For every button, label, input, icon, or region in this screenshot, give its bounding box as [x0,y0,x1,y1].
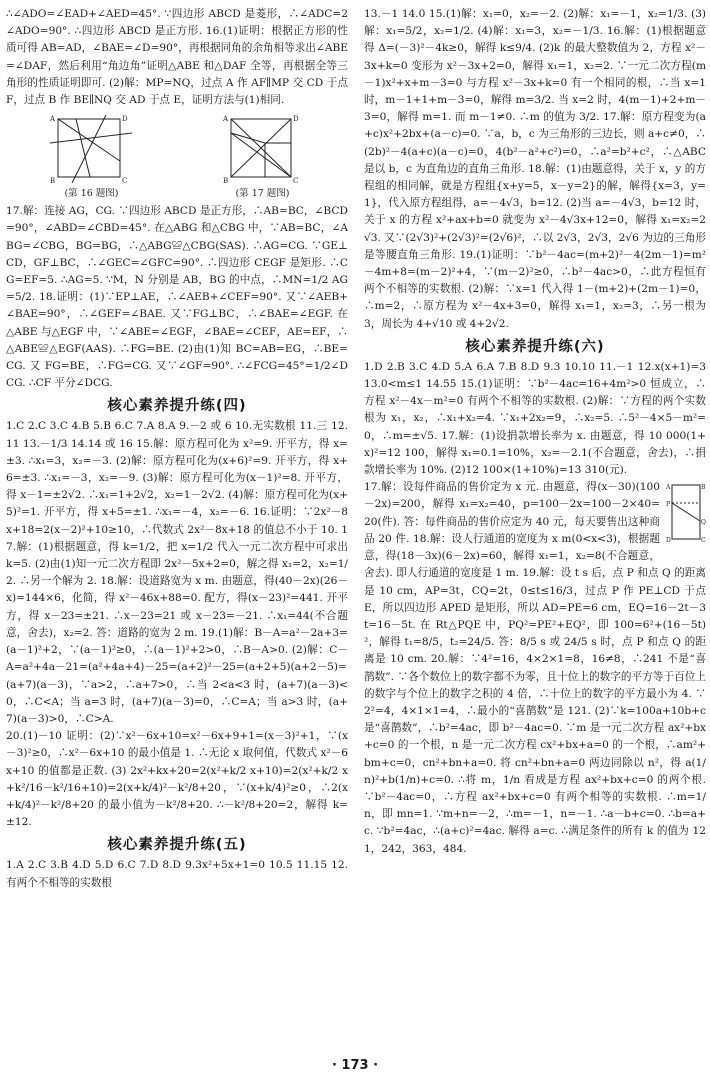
svg-text:C: C [292,177,298,186]
svg-text:P: P [666,501,671,509]
figure-17-diagram [217,113,309,187]
figure-19-diagram [666,481,706,543]
page-number: · 173 · [331,1058,379,1073]
right-column [364,6,706,858]
svg-text:C: C [701,537,706,544]
figure-row [6,113,348,201]
answer-paragraph: 20.(1)－10 证明：(2)∵x²－6x+10=x²－6x+9+1=(x－3)²+1，∵(x－3)²≥0，∴x²－6x+10 的最小值是 1. ∴无论 x 取何值，代数式 x²－6x+10 的值都是正数. (3) 2x²+kx+20=2(x²+k/2 x+10)=2(x²+k/2 x+k²/16－k²/16+10)=2(x+k/4)²－k²/8+20，∵(x+k/4)²≥0，∴2(x+k/4)²－k²/8+20 的最小值为－k²/8+20. ∴－k²/8+20=2，解得 k=±12. [6,730,348,829]
svg-text:C: C [121,177,127,186]
figure-19 [666,481,706,549]
figure-17-caption: (第 17 题图) [235,188,290,200]
answer-paragraph: 1.D 2.B 3.C 4.D 5.A 6.A 7.B 8.D 9.3 10.10 11.－1 12.x(x+1)=3 13.0<m≤1 14.55 15.(1)证明：∵b²－4ac=16+4m²>0 恒成立，∴方程 x²－4x－m²=0 有两个不相等的实数根. (2)解：∵方程的两个实数根为 x₁，x₂，∴x₁+x₂=4. ∵x₁+2x₂=9，∴x₂=5. ∴5²－4×5－m²=0，∴m=±√5. 17.解：(1)设捐款增长率为 x. 由题意，得 10 000(1+x)²=12 100，解得 x₁=0.1=10%，x₂=－2.1(不合题意，舍去)，∴捐款增长率为 10%. (2)12 100×(1+10%)=13 310(元). [364,360,706,477]
svg-text:B: B [49,177,55,186]
svg-text:A: A [222,115,228,124]
svg-text:Q: Q [701,519,706,527]
svg-text:D: D [121,115,128,124]
section-heading-5: 核心素养提升练(五) [107,837,247,854]
left-column [6,6,348,892]
answer-paragraph: 1.C 2.C 3.C 4.B 5.B 6.C 7.A 8.A 9.－2 或 6 10.无实数根 11.三 12.11 13.－1/3 14.14 或 16 15.解：原方程可化为 x²=9. 开平方，得 x=±3. ∴x₁=3，x₂=－3. (2)解：原方程可化为(x+6)²=9. 开平方，得 x+6=±3. ∴x₁=－3，x₂=－9. (3)解：原方程可化为(x－1)²=8. 开平方，得 x－1=±2√2. ∴x₁=1+2√2，x₂=1－2√2. (4)解：原方程可化为(x+5)²=1. 开平方，得 x+5=±1. ∴x₁=－4，x₂=－6. 16.证明：∵2x²－8x+18=2(x－2)²+10≥10，∴代数式 2x²－8x+18 的值总不小于 10. 17.解：(1)根据题意，得 k=1/2，把 x=1/2 代入一元二次方程中可求出 k=5. (2)由(1)知一元二次方程即 2x²－5x+2=0，解之得 x₁=2，x₂=1/2. ∴另一个解为 2. 18.解：设道路宽为 x m. 由题意，得(40－2x)(26－x)=144×6，化简，得 x²－46x+88=0. 配方，得(x－23)²=441. 开平方，得 x－23=±21. ∴x－23=21 或 x－23=－21. ∴x₁=44(不合题意，舍去)，x₂=2. 答：道路的宽为 2 m. 19.(1)解：B－A=a²－2a+3=(a－1)²+2，∵(a－1)²≥0，∴(a－1)²+2>0，∴B－A>0. (2)解：C－A=a²+4a－21=(a²+4a+4)－25=(a+2)²－25=(a+2+5)(a+2－5)=(a+7)(a－3)，∵a>2，∴a+7>0，∴当 2<a<3 时，(a+7)(a－3)<0，∴C<A；当 a=3 时，(a+7)(a－3)=0，∴C=A；当 a>3 时，(a+7)(a－3)>0，∴C>A. [6,420,348,725]
answer-paragraph: 13.－1 14.0 15.(1)解：x₁=0，x₂=－2. (2)解：x₁=－1，x₂=1/3. (3)解：x₁=5/2，x₂=1/2. (4)解：x₁=3，x₂=－1/3. 16.解：(1)根据题意得 Δ=(－3)²－4k≥0，解得 k≤9/4. (2)k 的最大整数值为 2，方程 x²－3x+k=0 变形为 x²－3x+2=0，解得 x₁=1，x₂=2. ∵一元二次方程(m－1)x²+x+m－3=0 与方程 x²－3x+k=0 有一个相同的根，∴当 x=1 时，m－1+1+m－3=0，解得 m=3/2. 当 x=2 时，4(m－1)+2+m－3=0，解得 m=1. 而 m－1≠0. ∴m 的值为 3/2. 17.解：原方程变为(a+c)x²+2bx+(a－c)=0. ∵a，b，c 为三角形的三边长，则 a+c≠0，∴(2b)²－4(a+c)(a－c)=0，4(b²－a²+c²)=0，∴a²=b²+c²，∴△ABC 是以 b，c 为直角边的直角三角形. 18.解：(1)由题意得，关于 x，y 的方程组的相同解，就是方程组{x+y=5，x－y=2}的解，解得{x=3，y=1}，代入原方程组得，a=－4√3，b=12. (2)当 a=－4√3，b=12 时，关于 x 的方程 x²+ax+b=0 就变为 x²－4√3x+12=0，解得 x₁=x₂=2√3. 又∵(2√3)²+(2√3)²=(2√6)²，∴以 2√3，2√3，2√6 为边的三角形是等腰直角三角形. 19.(1)证明：∵b²－4ac=(m+2)²－4(2m－1)=m²－4m+8=(m－2)²+4，∵(m－2)²≥0，∴b²－4ac>0，∴此方程恒有两个不相等的实数根. (2)解：∵x=1 代入得 1－(m+2)+(2m－1)=0，∴m=2，∴原方程为 x²－4x+3=0，解得 x₁=1，x₂=3，∴另一根为 3，周长为 4+√10 或 4+2√2. [364,8,706,330]
answer-paragraph: 1.A 2.C 3.B 4.D 5.D 6.C 7.D 8.D 9.3x²+5x+1=0 10.5 11.15 12.有两个不相等的实数根 [6,859,348,889]
figure-17 [217,113,309,201]
svg-text:A: A [666,484,671,492]
section-heading-4: 核心素养提升练(四) [107,398,247,415]
answer-paragraph: 17.解：连接 AG，CG. ∵四边形 ABCD 是正方形，∴AB=BC，∠BCD=90°，∠ABD=∠CBD=45°. 在△ABG 和△CBG 中，∵AB=BC，∠ABG=∠CBG，BG=BG，∴△ABG≌△CBG(SAS). ∴AG=CG. ∵GE⊥CD，GF⊥BC，∴∠GEC=∠GFC=90°. ∴四边形 CEGF 是矩形. ∴CG=EF=5. ∴AG=5. ∵M，N 分别是 AB，BG 的中点，∴MN=1/2 AG=5/2. 18.证明：(1)∵EP⊥AE，∴∠AEB+∠CEF=90°. 又∵∠AEB+∠BAE=90°，∴∠GEF=∠BAE. 又∵FG⊥BC，∴∠BAE=∠EGF. 在△ABE 与△EGF 中，∵∠ABE=∠EGF，∠BAE=∠CEF，AE=EF，∴△ABE≌△EGF(AAS). ∴FG=BE. (2)由(1)知 BC=AB=EG，∴BE=CG. 又 FG=BE，∴FG=CG. 又∵∠GF=90°. ∴∠FCG=45°=1/2∠DCG. ∴CF 平分∠DCG. [6,205,348,390]
svg-text:D: D [292,115,299,124]
svg-text:D: D [666,537,671,544]
figure-16-caption: (第 16 题图) [64,188,119,200]
figure-16-diagram [46,113,138,187]
section-heading-6: 核心素养提升练(六) [465,338,605,355]
answer-paragraph: 17.解：设每件商品的售价定为 x 元. 由题意，得(x－30)(100－2x)=200，解得 x₁=x₂=40，p=100－2x=100－2×40=20(件). 答：每件商品的售价应定为 40 元，每天要售出这种商品 20 件. 18.解：设人行通道的宽度为 x m(0<x<3)，根据题意，得(18－3x)(6－2x)=60，解得 x₁=1，x₂=8(不合题意，舍去). 即人行通道的宽度是 1 m. 19.解：设 t s 后，点 P 和点 Q 的距离是 10 cm，AP=3t，CQ=2t，0≤t≤16/3，过点 P 作 PE⊥CD 于点 E，所以四边形 APED 是矩形，所以 AD=PE=6 cm，EQ=16－2t－3t=16－5t. 在 Rt△PQE 中，PQ²=PE²+EQ²，即 100=6²+(16－5t)²，解得 t₁=8/5，t₂=24/5. 答：8/5 s 或 24/5 s 时，点 P 和点 Q 的距离是 10 cm. 20.解：∵4²=16，4×2×1=8，16≠8，∴241 不是“喜鹊数”. ∵各个数位上的数字都不为零，且十位上的数字的平方等于百位上的数字与个位上的数字之积的 4 倍，∴十位上的数字的平方最小为 4. ∵2²=4，4×1×1=4，∴最小的“喜鹊数”是 121. (2)∵k=100a+10b+c 是“喜鹊数”，∴b²=4ac，即 b²－4ac=0. ∵m 是一元二次方程 ax²+bx+c=0 的一个根，n 是一元二次方程 cx²+bx+a=0 的一个根，∴am²+bm+c=0，cn²+bn+a=0. 将 cn²+bn+a=0 两边同除以 n²，得 a(1/n)²+b(1/n)+c=0. ∴将 m，1/n 看成是方程 ax²+bx+c=0 的两个根. ∵b²－4ac=0，∴方程 ax²+bx+c=0 有两个相等的实数根. ∴m=1/n，即 mn=1. ∵m+n=－2，∴m=－1，n=－1. ∴a－b+c=0. ∴b=a+c. ∵b²=4ac，∴(a+c)²=4ac. 解得 a=c. ∴满足条件的所有 k 的值为 121，242，363，484. [364,481,706,855]
svg-text:B: B [701,484,706,492]
answer-paragraph: ∴∠ADO=∠EAD+∠AED=45°. ∵四边形 ABCD 是菱形，∴∠ADC=2∠ADO=90°. ∴四边形 ABCD 是正方形. 16.(1)证明：根据正方形的性质可得 AB=AD，∠BAE=∠D=90°，再根据同角的余角相等求出∠ABE=∠DAF，然后利用“角边角”证明△ABE 和△DAF 全等，再根据全等三角形的性质证明即可. (2)解：MP=NQ，过点 A 作 AF∥MP 交 CD 于点 F，过点 B 作 BE∥NQ 交 AD 于点 E，证明方法与(1)相同. [6,8,348,107]
svg-text:B: B [222,177,228,186]
svg-text:A: A [49,115,55,124]
figure-16 [46,113,138,201]
